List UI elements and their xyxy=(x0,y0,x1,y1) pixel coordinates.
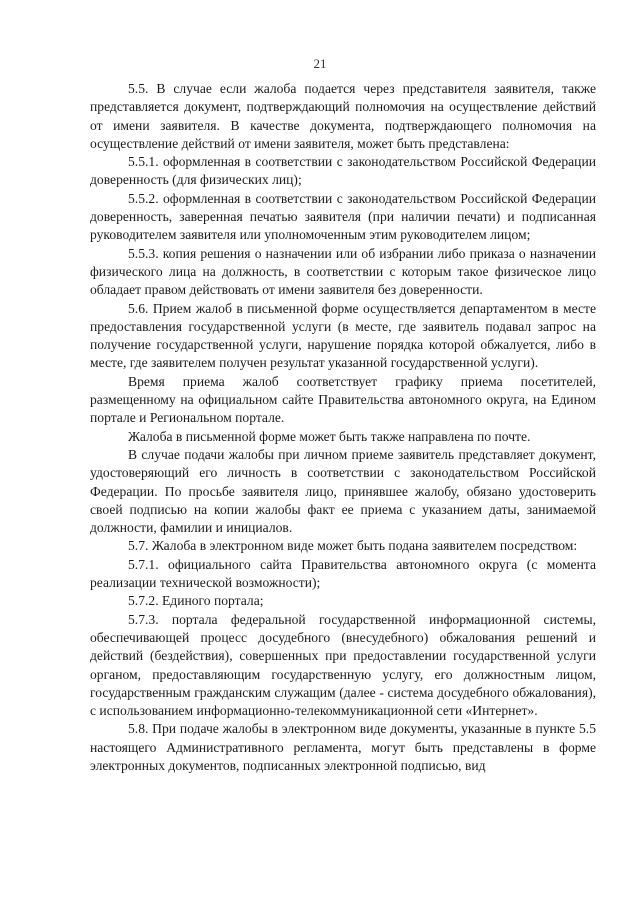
paragraph-5-8: 5.8. При подаче жалобы в электронном виде документы, указанные в пункте 5.5 настоящего Административного регламента, могут быть представлены в форме электронных документов, подписанных электронной подписью, вид xyxy=(90,721,596,773)
paragraph-5-5: 5.5. В случае если жалоба подается через представителя заявителя, также представляется документ, подтверждающий полномочия на осуществление действий от имени заявителя. В качестве документа, подтверждающего полномочия на осуществление действий от имени заявителя, может быть представлена: xyxy=(90,81,596,151)
paragraph-reception-time: Время приема жалоб соответствует графику приема посетителей, размещенному на официальном сайте Правительства автономного округа, на Едином портале и Региональном портале. xyxy=(90,373,596,426)
document-body xyxy=(90,80,596,775)
paragraph-5-7: 5.7. Жалоба в электронном виде может быть подана заявителем посредством: xyxy=(128,538,578,554)
paragraph-post: Жалоба в письменной форме может быть также направлена по почте. xyxy=(128,428,531,444)
paragraph-5-7-3: 5.7.3. портала федеральной государственной информационной системы, обеспечивающей процесс досудебного (внесудебного) обжалования решений и действий (бездействия), совершенных при предоставлении государственной услуги органом, предоставляющим государственную услугу, его должностным лицом, государственным гражданским служащим (далее - система досудебного обжалования), с использованием информационно-телекоммуникационной сети «Интернет». xyxy=(90,611,596,719)
paragraph-5-5-3: 5.5.3. копия решения о назначении или об избрании либо приказа о назначении физического лица на должность, в соответствии с которым такое физическое лицо обладает правом действовать от имени заявителя без доверенности. xyxy=(90,245,596,298)
paragraph-5-7-1: 5.7.1. официального сайта Правительства автономного округа (с момента реализации технической возможности); xyxy=(90,556,596,591)
paragraph-5-6: 5.6. Прием жалоб в письменной форме осуществляется департаментом в месте предоставления государственной услуги (в месте, где заявитель подавал запрос на получение государственной услуги, нарушение порядка которой обжалуется, либо в месте, где заявителем получен результат указанной государственной услуги). xyxy=(90,300,596,371)
paragraph-5-5-2: 5.5.2. оформленная в соответствии с законодательством Российской Федерации доверенность, заверенная печатью заявителя (при наличии печати) и подписанная руководителем заявителя или уполномоченным этим руководителем лицом; xyxy=(90,190,596,243)
paragraph-personal-reception: В случае подачи жалобы при личном приеме заявитель представляет документ, удостоверяющий его личность в соответствии с законодательством Российской Федерации. По просьбе заявителя лицо, принявшее жалобу, обязано удостоверить своей подписью на копии жалобы факт ее приема с указанием даты, занимаемой должности, фамилии и инициалов. xyxy=(90,446,596,536)
page-number: 21 xyxy=(313,56,327,71)
paragraph-5-7-2: 5.7.2. Единого портала; xyxy=(128,593,264,609)
paragraph-5-5-1: 5.5.1. оформленная в соответствии с законодательством Российской Федерации доверенность (для физических лиц); xyxy=(90,154,596,188)
